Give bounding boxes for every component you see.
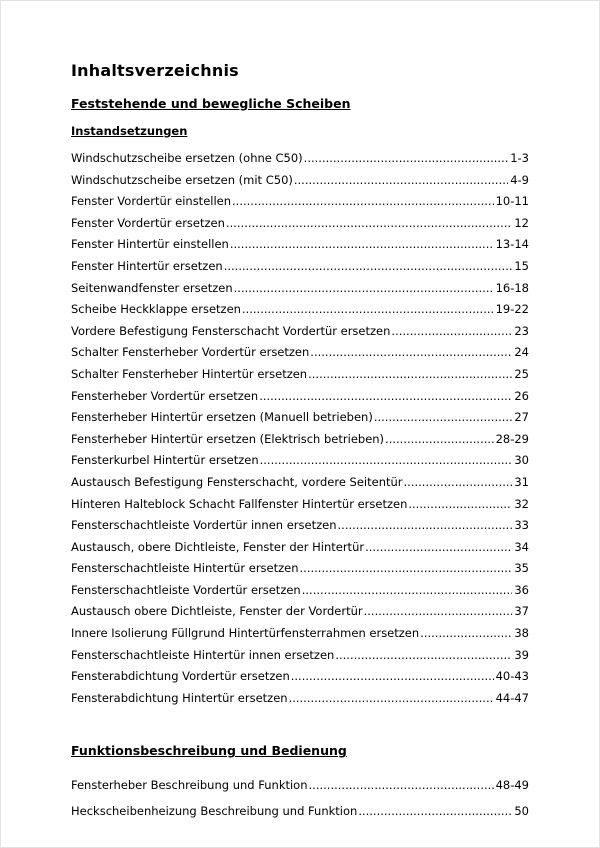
toc-entry-pages: 37 bbox=[514, 604, 529, 619]
toc-leader-dots bbox=[365, 537, 512, 559]
toc-entry-pages: 30 bbox=[514, 453, 529, 468]
toc-entry-label: Austausch obere Dichtleiste, Fenster der Vordertür bbox=[71, 604, 363, 619]
toc-entry-pages: 26 bbox=[514, 388, 529, 403]
toc-list-funktionsbeschreibung bbox=[71, 772, 529, 824]
toc-entry-label: Austausch Befestigung Fensterschacht, vordere Seitentür bbox=[71, 474, 403, 489]
toc-entry-label: Schalter Fensterheber Vordertür ersetzen bbox=[71, 345, 310, 360]
toc-entry-label: Innere Isolierung Füllgrund Hintertürfensterrahmen ersetzen bbox=[71, 626, 420, 641]
toc-entry-label: Hinteren Halteblock Schacht Fallfenster Hintertür ersetzen bbox=[71, 496, 408, 511]
section-heading-funktionsbeschreibung: Funktionsbeschreibung und Bedienung bbox=[71, 743, 347, 759]
toc-list-instandsetzungen bbox=[71, 148, 529, 709]
toc-entry-label: Fensterheber Hintertür ersetzen (Elektrisch betrieben) bbox=[71, 431, 385, 446]
toc-entry-pages: 50 bbox=[514, 804, 529, 819]
toc-entry-pages: 25 bbox=[514, 366, 529, 381]
toc-entry-label: Fensterschachtleiste Hintertür innen ersetzen bbox=[71, 647, 335, 662]
toc-entry bbox=[71, 386, 529, 408]
toc-leader-dots bbox=[374, 407, 513, 429]
toc-leader-dots bbox=[364, 601, 513, 623]
toc-entry-pages: 10-11 bbox=[495, 194, 529, 209]
toc-entry-pages: 13-14 bbox=[495, 237, 529, 252]
toc-entry-label: Seitenwandfenster ersetzen bbox=[71, 280, 233, 295]
toc-entry-pages: 4-9 bbox=[510, 172, 529, 187]
toc-entry bbox=[71, 170, 529, 192]
toc-leader-dots bbox=[408, 494, 512, 516]
subsection-heading-instandsetzungen: Instandsetzungen bbox=[71, 124, 188, 138]
toc-entry-pages: 12 bbox=[514, 215, 529, 230]
toc-entry-label: Schalter Fensterheber Hintertür ersetzen bbox=[71, 366, 308, 381]
toc-leader-dots bbox=[335, 645, 512, 667]
toc-entry bbox=[71, 666, 529, 688]
toc-leader-dots bbox=[310, 342, 512, 364]
toc-entry-pages: 1-3 bbox=[510, 151, 529, 165]
toc-entry-pages: 19-22 bbox=[495, 302, 529, 317]
toc-entry bbox=[71, 623, 529, 645]
toc-leader-dots bbox=[420, 623, 512, 645]
toc-entry bbox=[71, 537, 529, 559]
toc-leader-dots bbox=[302, 580, 513, 602]
toc-leader-dots bbox=[289, 688, 494, 710]
toc-entry-pages: 34 bbox=[514, 539, 529, 554]
toc-entry-label: Fensterabdichtung Hintertür ersetzen bbox=[71, 690, 288, 705]
toc-entry bbox=[71, 772, 529, 798]
toc-entry-pages: 35 bbox=[514, 561, 529, 576]
section-heading-scheiben: Feststehende und bewegliche Scheiben bbox=[71, 96, 351, 111]
toc-entry-pages: 32 bbox=[514, 496, 529, 511]
toc-entry-label: Fenster Hintertür einstellen bbox=[71, 237, 229, 252]
toc-leader-dots bbox=[404, 472, 513, 494]
toc-entry-pages: 28-29 bbox=[495, 431, 529, 446]
toc-entry-pages: 31 bbox=[514, 474, 529, 489]
toc-leader-dots bbox=[338, 515, 513, 537]
toc-entry bbox=[71, 213, 529, 235]
toc-leader-dots bbox=[300, 558, 513, 580]
toc-entry-pages: 38 bbox=[514, 626, 529, 641]
toc-leader-dots bbox=[242, 299, 494, 321]
toc-entry-label: Windschutzscheibe ersetzen (ohne C50) bbox=[71, 151, 303, 165]
toc-entry-pages: 23 bbox=[514, 323, 529, 338]
toc-entry-label: Fenster Hintertür ersetzen bbox=[71, 258, 223, 273]
toc-entry-pages: 48-49 bbox=[495, 778, 529, 793]
toc-entry-pages: 16-18 bbox=[495, 280, 529, 295]
toc-entry-label: Fensterschachtleiste Hintertür ersetzen bbox=[71, 561, 299, 576]
toc-entry bbox=[71, 515, 529, 537]
toc-entry bbox=[71, 429, 529, 451]
toc-entry-label: Fensterkurbel Hintertür ersetzen bbox=[71, 453, 259, 468]
toc-entry-pages: 36 bbox=[514, 582, 529, 597]
toc-entry-pages: 33 bbox=[514, 518, 529, 533]
toc-leader-dots bbox=[260, 450, 513, 472]
toc-entry-label: Fensterschachtleiste Vordertür ersetzen bbox=[71, 582, 301, 597]
toc-entry bbox=[71, 256, 529, 278]
toc-leader-dots bbox=[232, 191, 494, 213]
toc-leader-dots bbox=[230, 234, 494, 256]
toc-entry bbox=[71, 558, 529, 580]
section-scheiben bbox=[71, 96, 529, 709]
toc-entry bbox=[71, 688, 529, 710]
toc-leader-dots bbox=[259, 386, 512, 408]
toc-entry-label: Scheibe Heckklappe ersetzen bbox=[71, 302, 241, 317]
toc-entry-pages: 44-47 bbox=[495, 690, 529, 705]
toc-entry bbox=[71, 342, 529, 364]
toc-leader-dots bbox=[391, 321, 512, 343]
toc-leader-dots bbox=[234, 278, 494, 300]
toc-entry-label: Fenster Vordertür ersetzen bbox=[71, 215, 225, 230]
toc-entry-pages: 27 bbox=[514, 410, 529, 425]
toc-entry-label: Fensterheber Hintertür ersetzen (Manuell betrieben) bbox=[71, 410, 373, 425]
toc-leader-dots bbox=[385, 429, 494, 451]
toc-entry bbox=[71, 450, 529, 472]
toc-leader-dots bbox=[308, 364, 512, 386]
toc-entry-pages: 39 bbox=[514, 647, 529, 662]
toc-entry bbox=[71, 601, 529, 623]
toc-entry bbox=[71, 580, 529, 602]
toc-entry bbox=[71, 148, 529, 170]
toc-entry bbox=[71, 299, 529, 321]
toc-entry-label: Fensterheber Beschreibung und Funktion bbox=[71, 778, 308, 793]
toc-entry-pages: 15 bbox=[514, 258, 529, 273]
toc-entry-label: Fensterschachtleiste Vordertür innen ersetzen bbox=[71, 518, 337, 533]
toc-leader-dots bbox=[291, 666, 494, 688]
section-funktionsbeschreibung bbox=[71, 743, 529, 824]
toc-leader-dots bbox=[224, 256, 513, 278]
toc-entry bbox=[71, 407, 529, 429]
toc-entry bbox=[71, 494, 529, 516]
toc-entry-label: Fensterheber Vordertür ersetzen bbox=[71, 388, 259, 403]
toc-entry-label: Fenster Vordertür einstellen bbox=[71, 194, 232, 209]
toc-entry-pages: 24 bbox=[514, 345, 529, 360]
toc-entry bbox=[71, 191, 529, 213]
toc-entry bbox=[71, 798, 529, 824]
toc-leader-dots bbox=[309, 772, 494, 798]
toc-leader-dots bbox=[358, 798, 512, 824]
toc-leader-dots bbox=[304, 148, 509, 170]
page-title: Inhaltsverzeichnis bbox=[71, 61, 239, 80]
toc-entry bbox=[71, 321, 529, 343]
toc-entry-label: Austausch, obere Dichtleiste, Fenster der Hintertür bbox=[71, 539, 365, 554]
toc-entry-label: Fensterabdichtung Vordertür ersetzen bbox=[71, 669, 290, 684]
toc-entry bbox=[71, 234, 529, 256]
toc-entry-label: Windschutzscheibe ersetzen (mit C50) bbox=[71, 172, 293, 187]
toc-entry bbox=[71, 472, 529, 494]
toc-entry bbox=[71, 364, 529, 386]
toc-entry-label: Vordere Befestigung Fensterschacht Vordertür ersetzen bbox=[71, 323, 391, 338]
toc-entry-pages: 40-43 bbox=[495, 669, 529, 684]
toc-leader-dots bbox=[294, 170, 508, 192]
toc-entry bbox=[71, 645, 529, 667]
toc-entry bbox=[71, 278, 529, 300]
toc-entry-label: Heckscheibenheizung Beschreibung und Funktion bbox=[71, 804, 358, 819]
toc-leader-dots bbox=[226, 213, 512, 235]
